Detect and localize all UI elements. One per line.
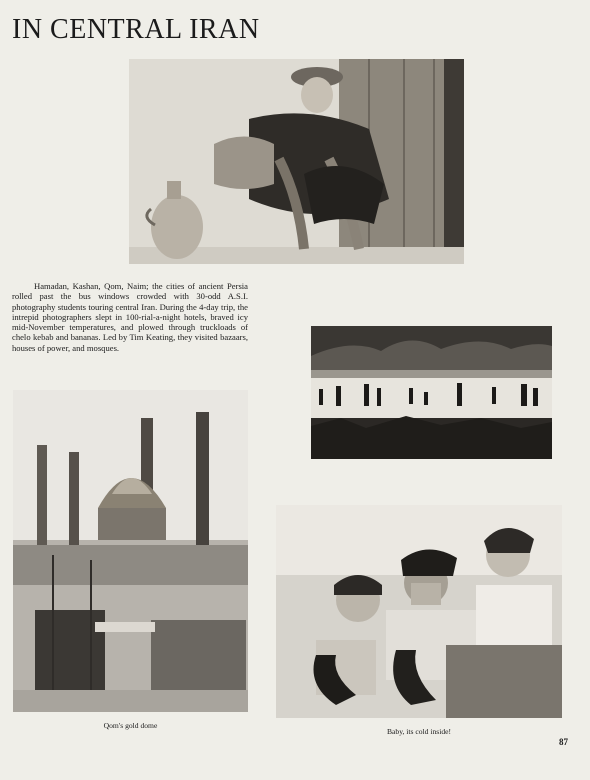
photo-landscape: [311, 326, 552, 459]
photo-old-man: [129, 59, 464, 264]
photo-dome: [13, 390, 248, 712]
photo-cold: [276, 505, 562, 718]
cold-image: [276, 505, 562, 718]
dome-caption: Qom's gold dome: [103, 721, 158, 730]
cold-caption: Baby, its cold inside!: [386, 727, 452, 736]
landscape-image: [311, 326, 552, 459]
dome-image: [13, 390, 248, 712]
page-title: IN CENTRAL IRAN: [12, 14, 260, 45]
old-man-image: [129, 59, 464, 264]
article-body: Hamadan, Kashan, Qom, Naim; the cities of ancient Persia rolled past the bus windows crowded with 30-odd A.S.I. photography students touring central Iran. During the 4-day trip, the intrepid photographers slept in 100-rial-a-night hotels, braved icy mid-November temperatures, and plowed through truckloads of chelo kebab and bananas. Led by Tim Keating, they visited bazaars, houses of power, and mosques.: [12, 281, 248, 353]
page-number: 87: [559, 737, 568, 747]
